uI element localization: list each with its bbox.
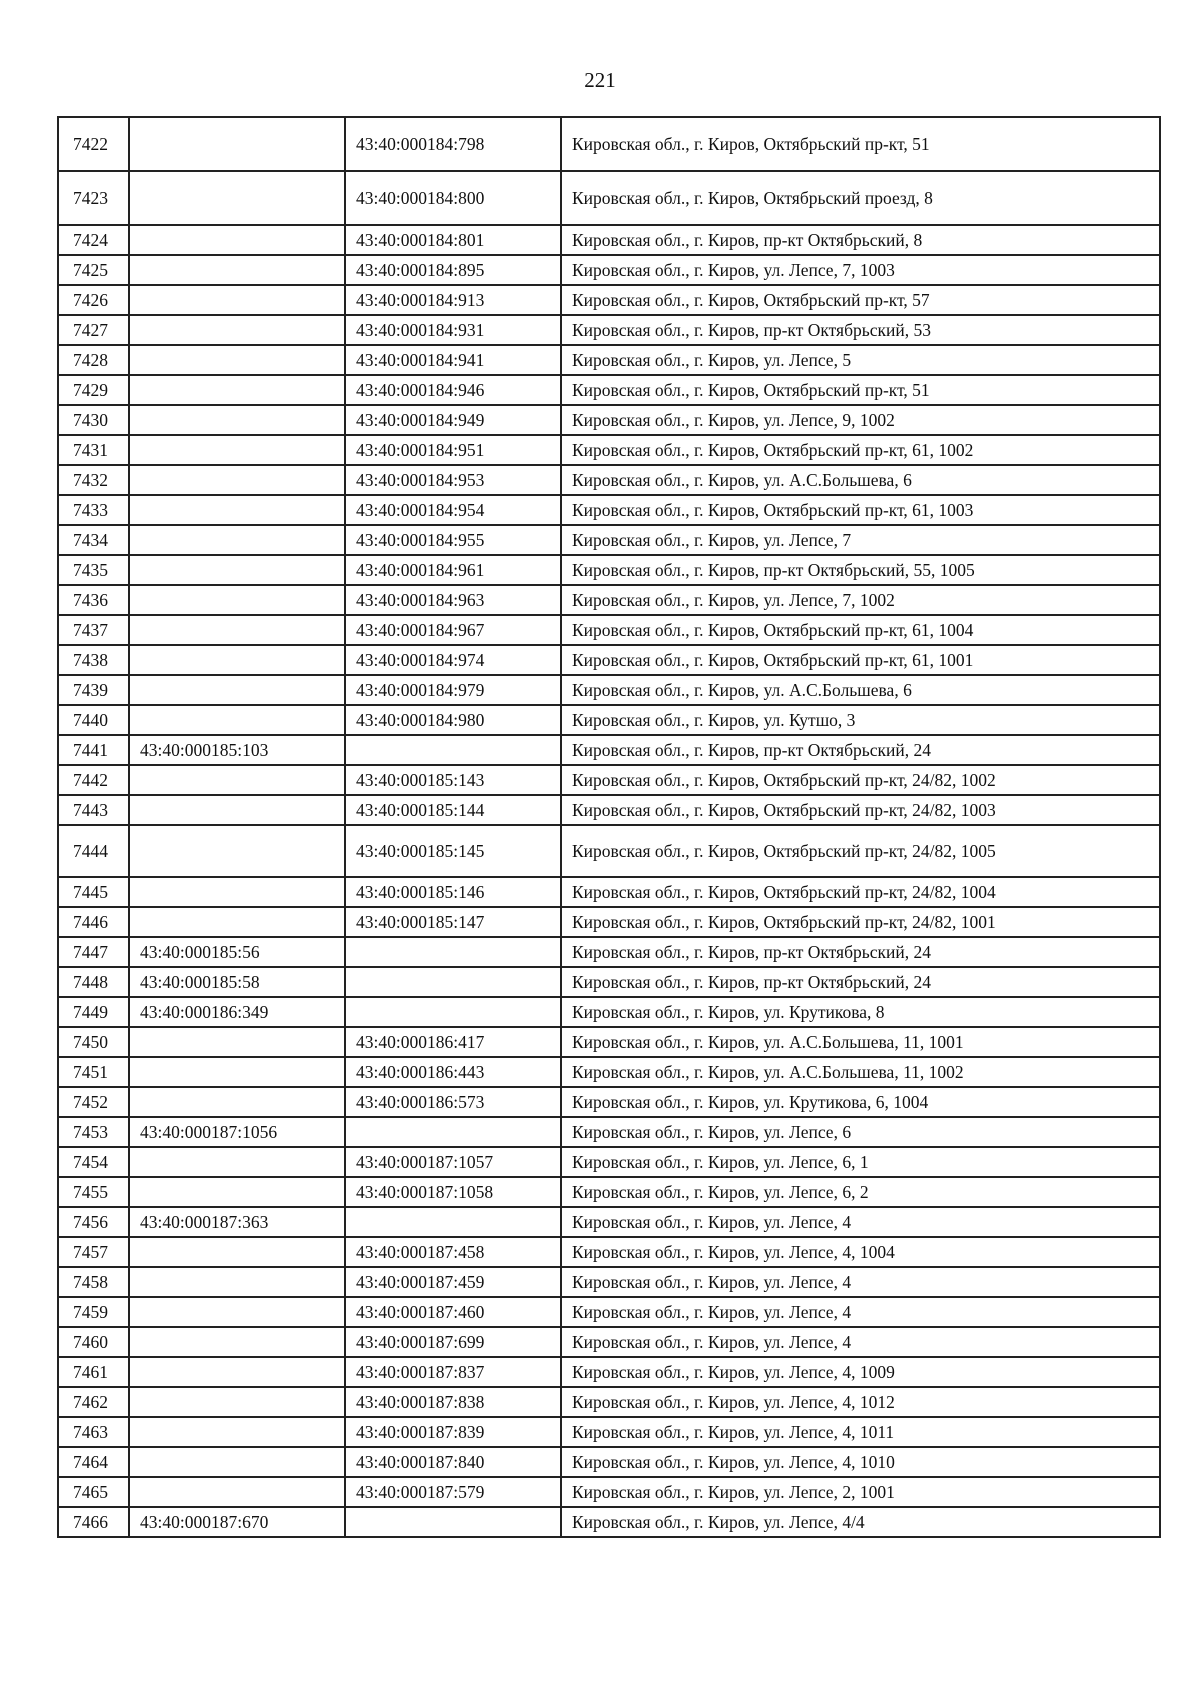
object-number-cell — [345, 937, 561, 967]
address-cell: Кировская обл., г. Киров, ул. Лепсе, 7, 1002 — [561, 585, 1160, 615]
land-plot-number-cell — [129, 435, 345, 465]
address-cell: Кировская обл., г. Киров, ул. А.С.Большева, 6 — [561, 465, 1160, 495]
table-row — [58, 315, 1160, 345]
row-number-cell: 7441 — [58, 735, 129, 765]
row-number-cell: 7423 — [58, 171, 129, 225]
row-number-cell: 7458 — [58, 1267, 129, 1297]
row-number-cell: 7450 — [58, 1027, 129, 1057]
table-row — [58, 1267, 1160, 1297]
object-number-cell — [345, 735, 561, 765]
table-row — [58, 825, 1160, 877]
row-number-cell: 7447 — [58, 937, 129, 967]
object-number-cell — [345, 1207, 561, 1237]
table-row — [58, 171, 1160, 225]
table-row — [58, 1447, 1160, 1477]
table-row — [58, 1297, 1160, 1327]
land-plot-number-cell — [129, 795, 345, 825]
row-number-cell: 7465 — [58, 1477, 129, 1507]
address-cell: Кировская обл., г. Киров, пр-кт Октябрьский, 53 — [561, 315, 1160, 345]
object-number-cell: 43:40:000184:798 — [345, 117, 561, 171]
row-number-cell: 7422 — [58, 117, 129, 171]
address-cell: Кировская обл., г. Киров, пр-кт Октябрьский, 8 — [561, 225, 1160, 255]
land-plot-number-cell — [129, 171, 345, 225]
row-number-cell: 7437 — [58, 615, 129, 645]
table-row — [58, 615, 1160, 645]
table-row — [58, 765, 1160, 795]
row-number-cell: 7457 — [58, 1237, 129, 1267]
table-row — [58, 705, 1160, 735]
table-row — [58, 585, 1160, 615]
row-number-cell: 7434 — [58, 525, 129, 555]
table-row — [58, 525, 1160, 555]
row-number-cell: 7452 — [58, 1087, 129, 1117]
address-cell: Кировская обл., г. Киров, ул. Лепсе, 4/4 — [561, 1507, 1160, 1537]
land-plot-number-cell — [129, 765, 345, 795]
row-number-cell: 7425 — [58, 255, 129, 285]
object-number-cell: 43:40:000184:913 — [345, 285, 561, 315]
object-number-cell: 43:40:000184:967 — [345, 615, 561, 645]
object-number-cell: 43:40:000184:801 — [345, 225, 561, 255]
address-cell: Кировская обл., г. Киров, ул. Лепсе, 6 — [561, 1117, 1160, 1147]
object-number-cell: 43:40:000184:895 — [345, 255, 561, 285]
object-number-cell: 43:40:000187:458 — [345, 1237, 561, 1267]
row-number-cell: 7456 — [58, 1207, 129, 1237]
row-number-cell: 7439 — [58, 675, 129, 705]
object-number-cell: 43:40:000184:953 — [345, 465, 561, 495]
object-number-cell: 43:40:000184:951 — [345, 435, 561, 465]
address-cell: Кировская обл., г. Киров, пр-кт Октябрьский, 55, 1005 — [561, 555, 1160, 585]
object-number-cell: 43:40:000186:417 — [345, 1027, 561, 1057]
row-number-cell: 7430 — [58, 405, 129, 435]
address-cell: Кировская обл., г. Киров, ул. Лепсе, 4 — [561, 1267, 1160, 1297]
table-row — [58, 1507, 1160, 1537]
address-cell: Кировская обл., г. Киров, ул. Лепсе, 6, 1 — [561, 1147, 1160, 1177]
table-row — [58, 877, 1160, 907]
object-number-cell: 43:40:000187:1058 — [345, 1177, 561, 1207]
address-cell: Кировская обл., г. Киров, пр-кт Октябрьский, 24 — [561, 937, 1160, 967]
land-plot-number-cell — [129, 585, 345, 615]
table-row — [58, 1057, 1160, 1087]
address-cell: Кировская обл., г. Киров, ул. А.С.Большева, 6 — [561, 675, 1160, 705]
land-plot-number-cell: 43:40:000187:363 — [129, 1207, 345, 1237]
table-row — [58, 735, 1160, 765]
object-number-cell: 43:40:000184:955 — [345, 525, 561, 555]
land-plot-number-cell: 43:40:000186:349 — [129, 997, 345, 1027]
table-row — [58, 1387, 1160, 1417]
address-cell: Кировская обл., г. Киров, Октябрьский пр-кт, 61, 1002 — [561, 435, 1160, 465]
row-number-cell: 7462 — [58, 1387, 129, 1417]
address-cell: Кировская обл., г. Киров, Октябрьский пр-кт, 24/82, 1003 — [561, 795, 1160, 825]
address-cell: Кировская обл., г. Киров, ул. А.С.Большева, 11, 1002 — [561, 1057, 1160, 1087]
object-number-cell: 43:40:000187:579 — [345, 1477, 561, 1507]
table-row — [58, 1027, 1160, 1057]
address-cell: Кировская обл., г. Киров, Октябрьский пр-кт, 57 — [561, 285, 1160, 315]
address-cell: Кировская обл., г. Киров, Октябрьский пр-кт, 61, 1001 — [561, 645, 1160, 675]
object-number-cell: 43:40:000187:839 — [345, 1417, 561, 1447]
row-number-cell: 7461 — [58, 1357, 129, 1387]
row-number-cell: 7445 — [58, 877, 129, 907]
row-number-cell: 7446 — [58, 907, 129, 937]
table-row — [58, 375, 1160, 405]
address-cell: Кировская обл., г. Киров, Октябрьский проезд, 8 — [561, 171, 1160, 225]
object-number-cell: 43:40:000187:837 — [345, 1357, 561, 1387]
object-number-cell: 43:40:000185:147 — [345, 907, 561, 937]
object-number-cell — [345, 967, 561, 997]
row-number-cell: 7454 — [58, 1147, 129, 1177]
object-number-cell: 43:40:000184:949 — [345, 405, 561, 435]
row-number-cell: 7453 — [58, 1117, 129, 1147]
land-plot-number-cell — [129, 1447, 345, 1477]
address-cell: Кировская обл., г. Киров, ул. Лепсе, 7 — [561, 525, 1160, 555]
land-plot-number-cell — [129, 907, 345, 937]
land-plot-number-cell — [129, 117, 345, 171]
object-number-cell: 43:40:000187:838 — [345, 1387, 561, 1417]
address-cell: Кировская обл., г. Киров, Октябрьский пр-кт, 24/82, 1002 — [561, 765, 1160, 795]
object-number-cell: 43:40:000185:144 — [345, 795, 561, 825]
address-cell: Кировская обл., г. Киров, ул. Лепсе, 4, 1004 — [561, 1237, 1160, 1267]
land-plot-number-cell — [129, 1147, 345, 1177]
land-plot-number-cell — [129, 285, 345, 315]
row-number-cell: 7435 — [58, 555, 129, 585]
land-plot-number-cell — [129, 1357, 345, 1387]
table-row — [58, 495, 1160, 525]
row-number-cell: 7464 — [58, 1447, 129, 1477]
address-cell: Кировская обл., г. Киров, Октябрьский пр-кт, 51 — [561, 117, 1160, 171]
land-plot-number-cell — [129, 705, 345, 735]
row-number-cell: 7424 — [58, 225, 129, 255]
table-row — [58, 967, 1160, 997]
object-number-cell: 43:40:000184:980 — [345, 705, 561, 735]
table-row — [58, 1357, 1160, 1387]
land-plot-number-cell — [129, 1477, 345, 1507]
table-row — [58, 1417, 1160, 1447]
registry-body — [58, 117, 1160, 1537]
address-cell: Кировская обл., г. Киров, ул. Крутикова, 6, 1004 — [561, 1087, 1160, 1117]
address-cell: Кировская обл., г. Киров, Октябрьский пр-кт, 24/82, 1001 — [561, 907, 1160, 937]
object-number-cell: 43:40:000184:961 — [345, 555, 561, 585]
table-row — [58, 1477, 1160, 1507]
row-number-cell: 7448 — [58, 967, 129, 997]
page-number: 221 — [584, 68, 616, 92]
row-number-cell: 7432 — [58, 465, 129, 495]
land-plot-number-cell — [129, 1417, 345, 1447]
table-row — [58, 997, 1160, 1027]
object-number-cell — [345, 1507, 561, 1537]
row-number-cell: 7459 — [58, 1297, 129, 1327]
land-plot-number-cell — [129, 375, 345, 405]
land-plot-number-cell — [129, 225, 345, 255]
object-number-cell: 43:40:000187:699 — [345, 1327, 561, 1357]
land-plot-number-cell — [129, 1177, 345, 1207]
row-number-cell: 7449 — [58, 997, 129, 1027]
table-row — [58, 1327, 1160, 1357]
row-number-cell: 7455 — [58, 1177, 129, 1207]
object-number-cell: 43:40:000184:954 — [345, 495, 561, 525]
address-cell: Кировская обл., г. Киров, ул. Лепсе, 2, 1001 — [561, 1477, 1160, 1507]
table-row — [58, 1207, 1160, 1237]
land-plot-number-cell — [129, 615, 345, 645]
object-number-cell: 43:40:000186:443 — [345, 1057, 561, 1087]
table-row — [58, 1147, 1160, 1177]
address-cell: Кировская обл., г. Киров, ул. Лепсе, 7, 1003 — [561, 255, 1160, 285]
address-cell: Кировская обл., г. Киров, ул. Лепсе, 4 — [561, 1327, 1160, 1357]
table-row — [58, 795, 1160, 825]
row-number-cell: 7431 — [58, 435, 129, 465]
land-plot-number-cell — [129, 1297, 345, 1327]
land-plot-number-cell: 43:40:000185:56 — [129, 937, 345, 967]
land-plot-number-cell: 43:40:000187:670 — [129, 1507, 345, 1537]
land-plot-number-cell — [129, 1387, 345, 1417]
row-number-cell: 7460 — [58, 1327, 129, 1357]
row-number-cell: 7428 — [58, 345, 129, 375]
land-plot-number-cell — [129, 405, 345, 435]
land-plot-number-cell — [129, 877, 345, 907]
row-number-cell: 7436 — [58, 585, 129, 615]
table-row — [58, 555, 1160, 585]
table-row — [58, 285, 1160, 315]
address-cell: Кировская обл., г. Киров, ул. Лепсе, 6, 2 — [561, 1177, 1160, 1207]
row-number-cell: 7444 — [58, 825, 129, 877]
object-number-cell: 43:40:000184:800 — [345, 171, 561, 225]
table-row — [58, 117, 1160, 171]
object-number-cell: 43:40:000184:974 — [345, 645, 561, 675]
address-cell: Кировская обл., г. Киров, Октябрьский пр-кт, 61, 1004 — [561, 615, 1160, 645]
land-plot-number-cell — [129, 1267, 345, 1297]
land-plot-number-cell — [129, 1027, 345, 1057]
address-cell: Кировская обл., г. Киров, Октябрьский пр-кт, 51 — [561, 375, 1160, 405]
table-row — [58, 255, 1160, 285]
object-number-cell: 43:40:000187:1057 — [345, 1147, 561, 1177]
land-plot-number-cell — [129, 645, 345, 675]
land-plot-number-cell — [129, 555, 345, 585]
table-row — [58, 1237, 1160, 1267]
row-number-cell: 7451 — [58, 1057, 129, 1087]
address-cell: Кировская обл., г. Киров, Октябрьский пр-кт, 61, 1003 — [561, 495, 1160, 525]
object-number-cell: 43:40:000184:931 — [345, 315, 561, 345]
land-plot-number-cell — [129, 255, 345, 285]
row-number-cell: 7443 — [58, 795, 129, 825]
registry-table — [57, 116, 1161, 1538]
address-cell: Кировская обл., г. Киров, ул. Лепсе, 9, 1002 — [561, 405, 1160, 435]
land-plot-number-cell — [129, 495, 345, 525]
table-row — [58, 435, 1160, 465]
land-plot-number-cell — [129, 1237, 345, 1267]
address-cell: Кировская обл., г. Киров, Октябрьский пр-кт, 24/82, 1005 — [561, 825, 1160, 877]
address-cell: Кировская обл., г. Киров, ул. Лепсе, 4, 1011 — [561, 1417, 1160, 1447]
row-number-cell: 7433 — [58, 495, 129, 525]
address-cell: Кировская обл., г. Киров, ул. Лепсе, 4 — [561, 1207, 1160, 1237]
land-plot-number-cell — [129, 1057, 345, 1087]
object-number-cell — [345, 997, 561, 1027]
row-number-cell: 7463 — [58, 1417, 129, 1447]
table-row — [58, 1177, 1160, 1207]
table-row — [58, 225, 1160, 255]
object-number-cell: 43:40:000185:146 — [345, 877, 561, 907]
land-plot-number-cell — [129, 345, 345, 375]
row-number-cell: 7426 — [58, 285, 129, 315]
address-cell: Кировская обл., г. Киров, ул. Лепсе, 4, 1010 — [561, 1447, 1160, 1477]
row-number-cell: 7466 — [58, 1507, 129, 1537]
object-number-cell: 43:40:000186:573 — [345, 1087, 561, 1117]
address-cell: Кировская обл., г. Киров, ул. Крутикова, 8 — [561, 997, 1160, 1027]
row-number-cell: 7427 — [58, 315, 129, 345]
table-row — [58, 1087, 1160, 1117]
land-plot-number-cell: 43:40:000185:58 — [129, 967, 345, 997]
object-number-cell: 43:40:000184:941 — [345, 345, 561, 375]
land-plot-number-cell — [129, 315, 345, 345]
land-plot-number-cell: 43:40:000185:103 — [129, 735, 345, 765]
address-cell: Кировская обл., г. Киров, ул. Лепсе, 4, 1012 — [561, 1387, 1160, 1417]
address-cell: Кировская обл., г. Киров, пр-кт Октябрьский, 24 — [561, 967, 1160, 997]
address-cell: Кировская обл., г. Киров, ул. Лепсе, 5 — [561, 345, 1160, 375]
table-row — [58, 465, 1160, 495]
object-number-cell: 43:40:000187:840 — [345, 1447, 561, 1477]
object-number-cell: 43:40:000184:946 — [345, 375, 561, 405]
object-number-cell — [345, 1117, 561, 1147]
address-cell: Кировская обл., г. Киров, ул. Лепсе, 4 — [561, 1297, 1160, 1327]
object-number-cell: 43:40:000184:963 — [345, 585, 561, 615]
address-cell: Кировская обл., г. Киров, ул. Лепсе, 4, 1009 — [561, 1357, 1160, 1387]
table-row — [58, 345, 1160, 375]
land-plot-number-cell — [129, 465, 345, 495]
table-row — [58, 937, 1160, 967]
table-row — [58, 1117, 1160, 1147]
object-number-cell: 43:40:000187:460 — [345, 1297, 561, 1327]
address-cell: Кировская обл., г. Киров, Октябрьский пр-кт, 24/82, 1004 — [561, 877, 1160, 907]
row-number-cell: 7440 — [58, 705, 129, 735]
land-plot-number-cell — [129, 1087, 345, 1117]
row-number-cell: 7438 — [58, 645, 129, 675]
land-plot-number-cell — [129, 1327, 345, 1357]
land-plot-number-cell — [129, 825, 345, 877]
object-number-cell: 43:40:000184:979 — [345, 675, 561, 705]
row-number-cell: 7442 — [58, 765, 129, 795]
address-cell: Кировская обл., г. Киров, ул. Кутшо, 3 — [561, 705, 1160, 735]
table-row — [58, 907, 1160, 937]
address-cell: Кировская обл., г. Киров, ул. А.С.Большева, 11, 1001 — [561, 1027, 1160, 1057]
object-number-cell: 43:40:000185:143 — [345, 765, 561, 795]
land-plot-number-cell — [129, 675, 345, 705]
land-plot-number-cell — [129, 525, 345, 555]
table-row — [58, 405, 1160, 435]
address-cell: Кировская обл., г. Киров, пр-кт Октябрьский, 24 — [561, 735, 1160, 765]
row-number-cell: 7429 — [58, 375, 129, 405]
land-plot-number-cell: 43:40:000187:1056 — [129, 1117, 345, 1147]
object-number-cell: 43:40:000187:459 — [345, 1267, 561, 1297]
table-row — [58, 645, 1160, 675]
object-number-cell: 43:40:000185:145 — [345, 825, 561, 877]
table-row — [58, 675, 1160, 705]
